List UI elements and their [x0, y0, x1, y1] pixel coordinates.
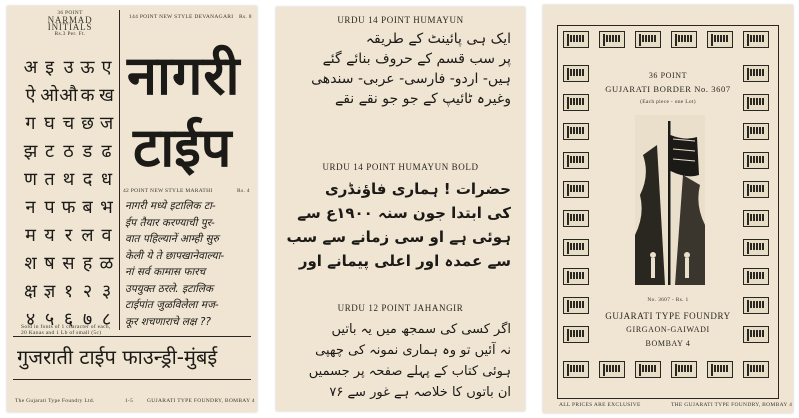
glyph-note: Sold in fonts of 1 character of each, 20 Kanas and 1 Lb of small (5c)	[21, 324, 111, 336]
glyph-cell: ४	[25, 309, 36, 330]
urdu-line: ایک ہی پائینٹ کے طریقہ	[365, 31, 511, 47]
marathi-line: नागरी मध्ये इटालिक टा-	[125, 200, 216, 212]
glyph-cell: इ	[45, 57, 54, 78]
flag-icon	[563, 268, 589, 285]
glyph-cell: य	[44, 225, 55, 246]
big-heading-type: टाईप	[133, 116, 232, 179]
urdu-line: پر سب قسم کے حروف بنائے گئے	[322, 51, 511, 67]
marathi-line: टाईपांत जुळविलेला मज-	[125, 299, 219, 311]
urdu-sample-humayun-bold	[287, 177, 511, 273]
flag-icon	[743, 152, 769, 169]
flag-icon	[563, 31, 589, 48]
flag-icon	[671, 361, 697, 378]
urdu-line: ان باتوں کا خلاصہ ہے غور سے ۷۶	[329, 385, 511, 400]
glyph-cell: न	[25, 197, 36, 218]
glyph-cell: अ	[23, 57, 38, 78]
bottom-banner	[13, 336, 251, 380]
bottom-banner-text: गुजराती टाईप फाउन्ड्री-मुंबई	[17, 345, 218, 369]
marathi-paragraph	[125, 198, 224, 330]
glyph-cell: ६	[63, 309, 74, 330]
glyph-cell: ज्ञ	[43, 281, 56, 302]
flag-icon	[635, 31, 661, 48]
glyph-cell: स	[62, 253, 75, 274]
glyph-cell: २	[82, 281, 93, 302]
caption-42-point: 42 POINT NEW STYLE MARATHI	[123, 188, 213, 194]
urdu-line: اگر کسی کی سمجھ میں یہ باتیں	[331, 322, 511, 337]
urdu-line: وغیرہ ٹائیپ کے جو جو نقے نقے	[335, 91, 511, 107]
flag-icon	[743, 361, 769, 378]
specimen-page-urdu	[276, 7, 525, 411]
glyph-cell: ऐ	[25, 85, 36, 106]
glyph-cell: थ	[62, 169, 75, 190]
narmad-caption	[35, 10, 105, 38]
glyph-cell: श	[24, 253, 37, 274]
glyph-cell: ठ	[63, 141, 74, 162]
urdu-line: ہیں- اردو- فارسی- عربی- سندھی	[311, 71, 511, 87]
caption-line: Rs.3 Per. Ft.	[54, 31, 86, 37]
urdu-line: کی ابتدا جون سنہ ۱۹۰۰ع سے	[297, 204, 511, 222]
glyph-cell: भ	[100, 197, 113, 218]
border-title-name: GUJARATI BORDER No. 3607	[605, 84, 731, 94]
glyph-cell: ओ	[40, 85, 59, 106]
caption-line: 36 POINT	[57, 10, 83, 16]
glyph-cell: ऊ	[80, 57, 95, 78]
glyph-cell: ८	[101, 309, 112, 330]
glyph-cell: क्ष	[24, 281, 37, 302]
flag-icon	[707, 361, 733, 378]
foundry-name: GUJARATI TYPE FOUNDRY	[605, 311, 731, 321]
glyph-cell: द	[82, 169, 93, 190]
glyph-cell: छ	[81, 113, 94, 134]
flag-icon	[671, 31, 697, 48]
footer-mid: 1-5	[125, 398, 134, 404]
glyph-cell: ढ	[101, 141, 112, 162]
glyph-cell: च	[62, 113, 75, 134]
flag-icon	[563, 123, 589, 140]
urdu-heading-jahangir: URDU 12 POINT JAHANGIR	[337, 303, 464, 313]
flag-icon	[563, 361, 589, 378]
glyph-cell: उ	[63, 57, 74, 78]
glyph-cell: क	[80, 85, 95, 106]
marathi-line: वात पहिल्यानें आम्ही सुरु	[125, 233, 219, 245]
glyph-cell: ७	[82, 309, 93, 330]
glyph-cell: ५	[44, 309, 55, 330]
urdu-heading-humayun-bold: URDU 14 POINT HUMAYUN BOLD	[322, 162, 479, 172]
glyph-cell: झ	[23, 141, 38, 162]
caption-line: NARMAD INITIALS	[47, 15, 93, 32]
glyph-cell: ट	[44, 141, 55, 162]
urdu-sample-jahangir	[309, 319, 511, 403]
glyph-cell: ळ	[99, 253, 114, 274]
flag-icon	[743, 268, 769, 285]
glyph-cell: ल	[81, 225, 94, 246]
glyph-cell: व	[101, 225, 112, 246]
glyph-cell: ३	[101, 281, 112, 302]
glyph-cell: ण	[23, 169, 37, 190]
footer-right: THE GUJARATI TYPE FOUNDRY, BOMBAY 4	[671, 402, 793, 408]
glyph-cell: ग	[25, 113, 36, 134]
column-rule	[119, 10, 120, 330]
urdu-line: نہ آئیں تو وہ ہماری نمونہ کی چھپی	[315, 343, 511, 358]
urdu-sample-humayun	[311, 29, 511, 109]
footer-left: ALL PRICES ARE EXCLUSIVE	[559, 402, 641, 408]
flag-icon	[743, 210, 769, 227]
marathi-line: कूर शचणाराचे लक्ष ??	[125, 315, 211, 328]
glyph-cell: १	[63, 281, 74, 302]
glyph-cell: प	[44, 197, 55, 218]
glyph-cell: ह	[82, 253, 93, 274]
specimen-page-devanagari	[7, 6, 257, 412]
border-title-size: 36 POINT	[648, 71, 688, 80]
marathi-line: उपयुक्त ठरले. इटालिक	[125, 282, 214, 295]
illustration-caption: No. 3607 - Rs. 1	[647, 297, 689, 303]
flag-icon	[563, 210, 589, 227]
flag-mast-illustration	[635, 115, 705, 285]
urdu-line: ہوئی کتاب کے پہلے صفحہ پر جسمیں	[308, 364, 511, 379]
flag-icon	[563, 239, 589, 256]
flag-icon	[599, 361, 625, 378]
urdu-heading-humayun: URDU 14 POINT HUMAYUN	[337, 15, 464, 25]
foundry-city: BOMBAY 4	[645, 339, 691, 348]
flag-icon	[563, 152, 589, 169]
flag-icon	[743, 31, 769, 48]
glyph-cell: ख	[99, 85, 114, 106]
glyph-cell: औ	[59, 85, 78, 106]
footer-right: GUJARATI TYPE FOUNDRY, BOMBAY 4	[147, 398, 255, 404]
flag-icon	[743, 123, 769, 140]
marathi-line: नां सर्व कामास फारच	[125, 266, 206, 278]
narmad-initials-grid	[21, 54, 116, 333]
glyph-cell: त	[44, 169, 55, 190]
glyph-cell: ज	[99, 113, 114, 134]
border-title-note: (Each piece - one Lot)	[640, 99, 696, 105]
marathi-line: ईप तैयार करण्याची पुर-	[125, 216, 215, 229]
foundry-address: GIRGAON-GAIWADI	[626, 325, 710, 334]
flag-icon	[635, 361, 661, 378]
urdu-line: سے عمدہ اور اعلی پیمانے اور	[298, 252, 511, 270]
footer-left: The Gujarati Type Foundry Ltd.	[15, 398, 95, 404]
glyph-cell: घ	[44, 113, 55, 134]
flag-icon	[743, 181, 769, 198]
price-144-point: Rs. 8	[239, 14, 252, 20]
glyph-cell: फ	[61, 197, 76, 218]
flag-icon	[599, 31, 625, 48]
glyph-cell: ध	[100, 169, 113, 190]
glyph-cell: ष	[44, 253, 55, 274]
glyph-cell: र	[64, 225, 73, 246]
urdu-line: حضرات ! ہماری فاؤنڈری	[325, 180, 511, 198]
flag-icon	[743, 239, 769, 256]
glyph-cell: म	[25, 225, 36, 246]
big-heading-nagari: नागरी	[127, 44, 241, 107]
specimen-page-gujarati-border	[543, 5, 793, 413]
urdu-line: ہوئی ہے او سی زمانے سے سب	[286, 228, 511, 246]
flag-icon	[707, 31, 733, 48]
glyph-cell: ड	[82, 141, 93, 162]
flag-icon	[563, 181, 589, 198]
caption-144-point: 144 POINT NEW STYLE DEVANAGARI	[129, 14, 234, 20]
glyph-cell: ए	[101, 57, 112, 78]
glyph-cell: ब	[82, 197, 93, 218]
marathi-line: केली ये ते छापखानेवाल्या-	[125, 249, 225, 262]
price-42-point: Rs. 4	[237, 188, 250, 194]
